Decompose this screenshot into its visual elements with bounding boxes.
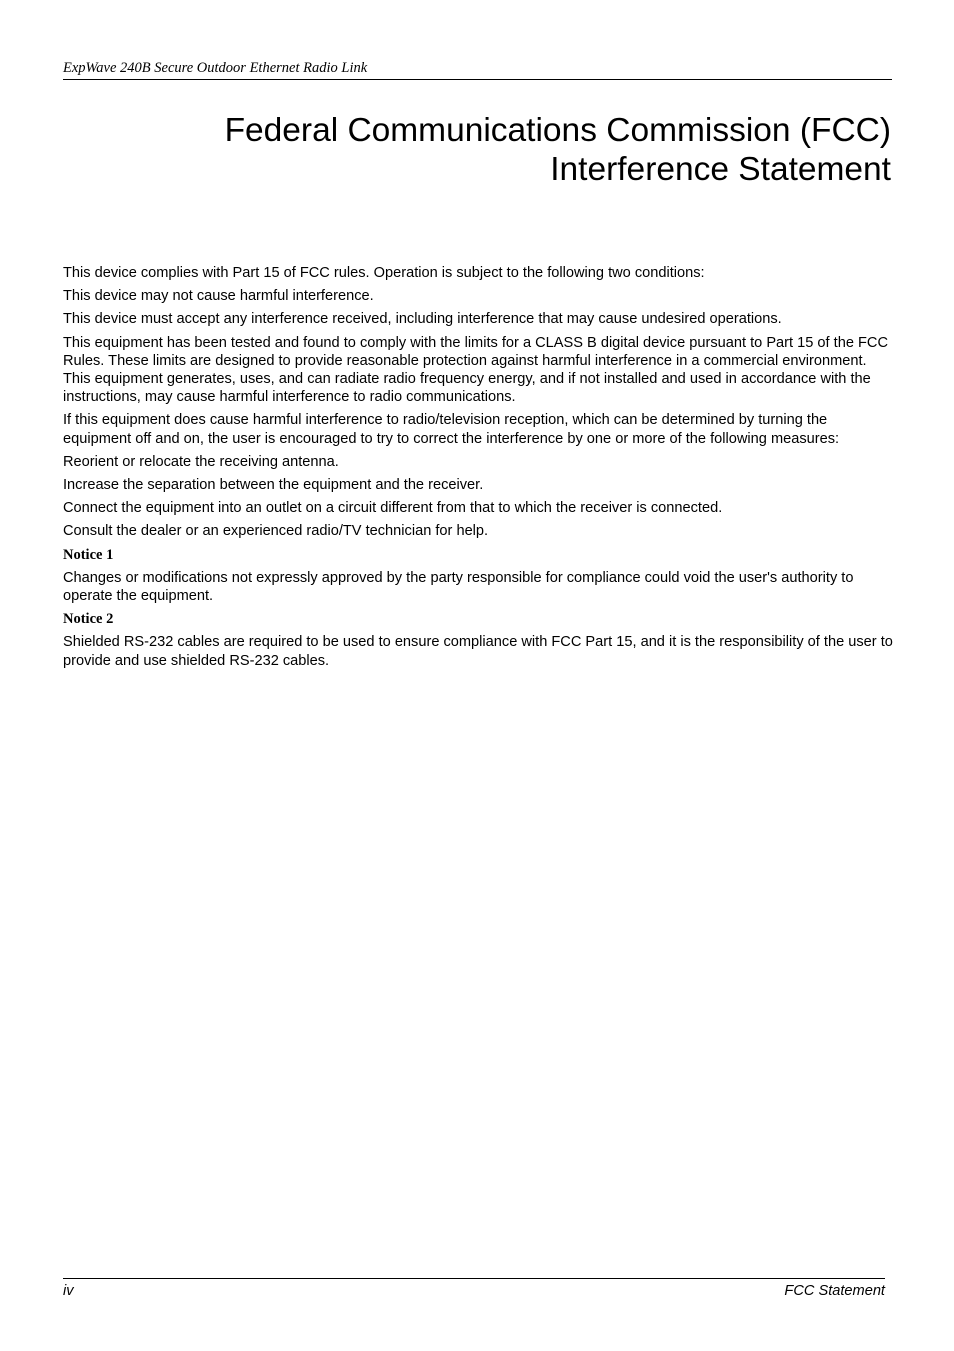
page-title-line-2: Interference Statement — [550, 151, 891, 188]
measure-consult: Consult the dealer or an experienced radio/TV technician for help. — [63, 523, 489, 540]
paragraph-class-b-limits: This equipment has been tested and found to comply with the limits for a CLASS B digital device pursuant to Part 15 of the FCC Rules. These limits are designed to provide reasonable protection against harmful interference in a commercial environment. This equipment generates, uses, and can radiate radio frequency energy, and if not installed and used in accordance with the instructions, may cause harmful interference to radio communications. — [63, 334, 888, 406]
paragraph-interference-measures: If this equipment does cause harmful interference to radio/television reception, which can be determined by turning the equipment off and on, the user is encouraged to try to correct the interference by one or more of the following measures: — [63, 412, 840, 447]
paragraph-condition-1: This device may not cause harmful interference. — [63, 288, 374, 305]
paragraph-compliance: This device complies with Part 15 of FCC rules. Operation is subject to the following two conditions: — [63, 265, 705, 281]
page-number: iv — [63, 1283, 74, 1299]
measure-reorient: Reorient or relocate the receiving antenna. — [63, 453, 339, 470]
page-title-line-1: Federal Communications Commission (FCC) — [224, 112, 891, 149]
notice-1-text: Changes or modifications not expressly approved by the party responsible for compliance could void the user's authority to operate the equipment. — [63, 569, 854, 605]
notice-1-heading: Notice 1 — [63, 546, 114, 563]
statement-body — [63, 264, 895, 675]
running-header — [63, 59, 892, 80]
measure-separation: Increase the separation between the equipment and the receiver. — [63, 477, 484, 494]
notice-2-text: Shielded RS-232 cables are required to be used to ensure compliance with FCC Part 15, and it is the responsibility of the user to provide and use shielded RS-232 cables. — [63, 634, 893, 669]
running-header-title: ExpWave 240B Secure Outdoor Ethernet Radio Link — [63, 60, 368, 76]
measure-outlet: Connect the equipment into an outlet on a circuit different from that to which the receiver is connected. — [63, 500, 723, 517]
notice-2-heading: Notice 2 — [63, 611, 114, 628]
page-footer — [63, 1278, 885, 1303]
footer-section-name: FCC Statement — [784, 1283, 885, 1299]
paragraph-condition-2: This device must accept any interference received, including interference that may cause undesired operations. — [63, 311, 782, 328]
page-title — [63, 111, 891, 189]
